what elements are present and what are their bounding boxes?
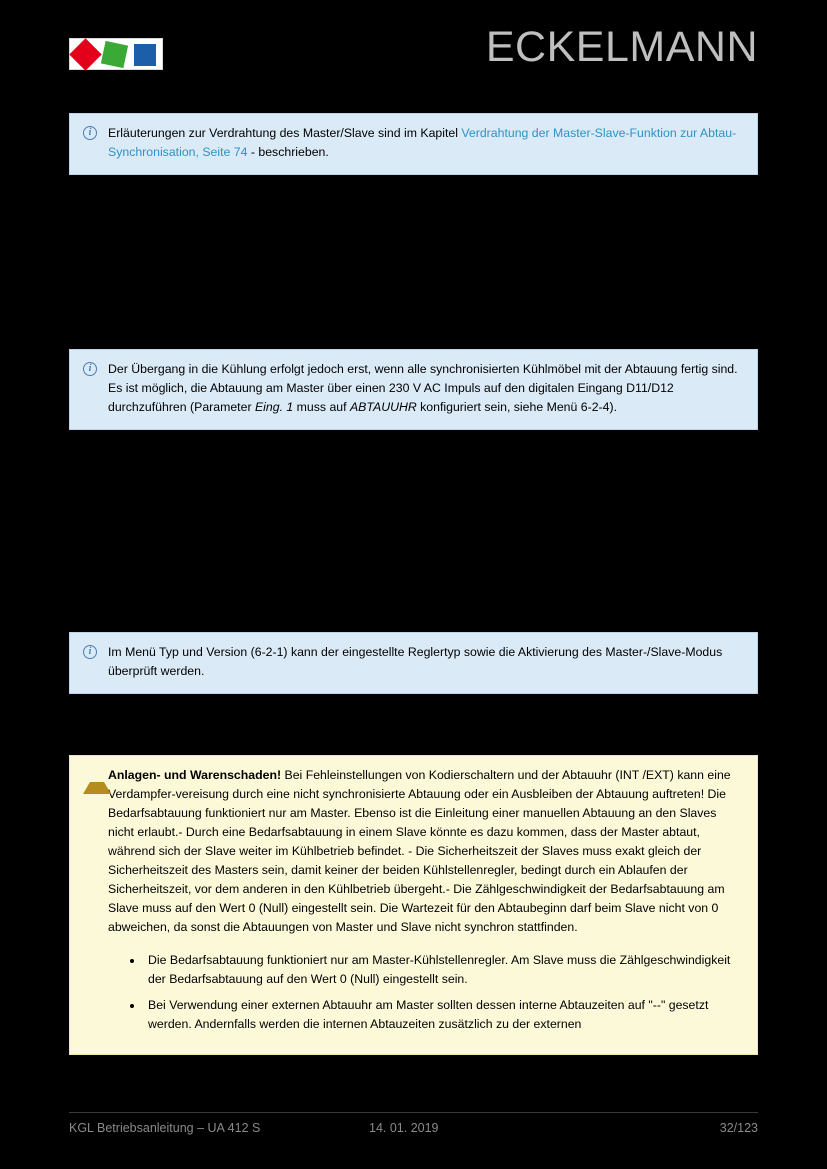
warning-body: Bei Fehleinstellungen von Kodierschaltern und der Abtauuhr (INT /EXT) kann eine Verdampfer-vereisung durch eine nicht synchronisierte Abtauung oder ein Ausbleiben der Abtauung auftreten! Die Bedarfsabtauung funktioniert nur am Master. Ebenso ist die Einleitung einer manuellen Abtauung an den Slaves nicht erlaubt.- Durch eine Bedarfsabtauung in einem Slave könnte es dazu kommen, dass der Master abtaut, während sich der Slave weiter im Kühlbetrieb befindet. - Die Sicherheitszeit der Slaves muss exakt gleich der Sicherheitszeit des Masters sein, damit keiner der beiden Kühlstellenregler, bedingt durch ein Ablaufen der Sicherheitszeit, vor dem anderen in den Kühlbetrieb übergeht.- Die Zählgeschwindigkeit der Bedarfsabtauung am Slave muss auf den Wert 0 (Null) eingestellt sein. Die Wartezeit für den Abtaubeginn darf beim Slave nicht von 0 abweichen, da sonst die Abtauungen von Master und Slave nicht synchron stattfinden. [108,768,731,935]
note1-text-before: Erläuterungen zur Verdrahtung des Master/Slave sind im Kapitel [108,126,462,140]
eckelmann-logo [69,38,163,70]
page-footer [69,1112,758,1142]
note2-part1: Der Übergang in die Kühlung erfolgt jedoch erst, wenn alle synchronisierten Kühlmöbel mit der Abtauung fertig sind. Es ist möglich, die Abtauung am Master über einen 230 V AC Impuls auf den digitalen Eingang D11/D12 durchzuführen (Parameter [108,362,738,415]
note-text: Im Menü Typ und Version (6-2-1) kann der eingestellte Reglertyp sowie die Aktivierung des Master-/Slave-Modus überprüft werden. [108,645,723,679]
cross-reference-link[interactable]: Verdrahtung der Master-Slave-Funktion zur Abtau-Synchronisation, Seite 74 [108,126,737,160]
warning-heading: Anlagen- und Warenschaden! [108,768,282,782]
warning-text [108,766,745,937]
brand-wordmark: ECKELMANN [485,23,758,71]
note2-param-2: ABTAUUHR [349,400,417,415]
logo-green-square-icon [101,41,128,68]
page-header [0,0,827,95]
note2-param-1: Eing. 1 [254,400,294,415]
note-text [108,360,745,417]
note2-part2: muss auf [293,400,350,415]
warning-icon [83,768,111,794]
logo-blue-square-icon [134,44,156,66]
info-icon [83,362,97,376]
list-item: • Die Bedarfsabtauung funktioniert nur am Master-Kühlstellenregler. Am Slave muss die Zählgeschwindigkeit der Bedarfsabtauung auf den Wert 0 (Null) eingestellt sein. [144,951,745,989]
info-note-cooling-transition [69,349,758,430]
note-text [108,124,745,162]
logo-red-diamond-icon [69,38,102,71]
note1-text-after: - beschrieben. [247,145,329,160]
info-note-type-version-menu [69,632,758,694]
note2-part3: konfiguriert sein, siehe Menü 6-2-4). [416,400,617,415]
footer-date: 14. 01. 2019 [369,1121,439,1135]
warning-note-damage [69,755,758,1055]
footer-page-number: 32/123 [719,1121,758,1135]
warning-bullet-list [108,951,745,1033]
footer-document-title: KGL Betriebsanleitung – UA 412 S [69,1121,261,1135]
info-icon [83,645,97,659]
list-item: • Bei Verwendung einer externen Abtauuhr am Master sollten dessen interne Abtauzeiten auf "--" gesetzt werden. Andernfalls werden die internen Abtauzeiten zusätzlich zu der externen [144,996,745,1034]
info-note-wiring [69,113,758,175]
info-icon [83,126,97,140]
